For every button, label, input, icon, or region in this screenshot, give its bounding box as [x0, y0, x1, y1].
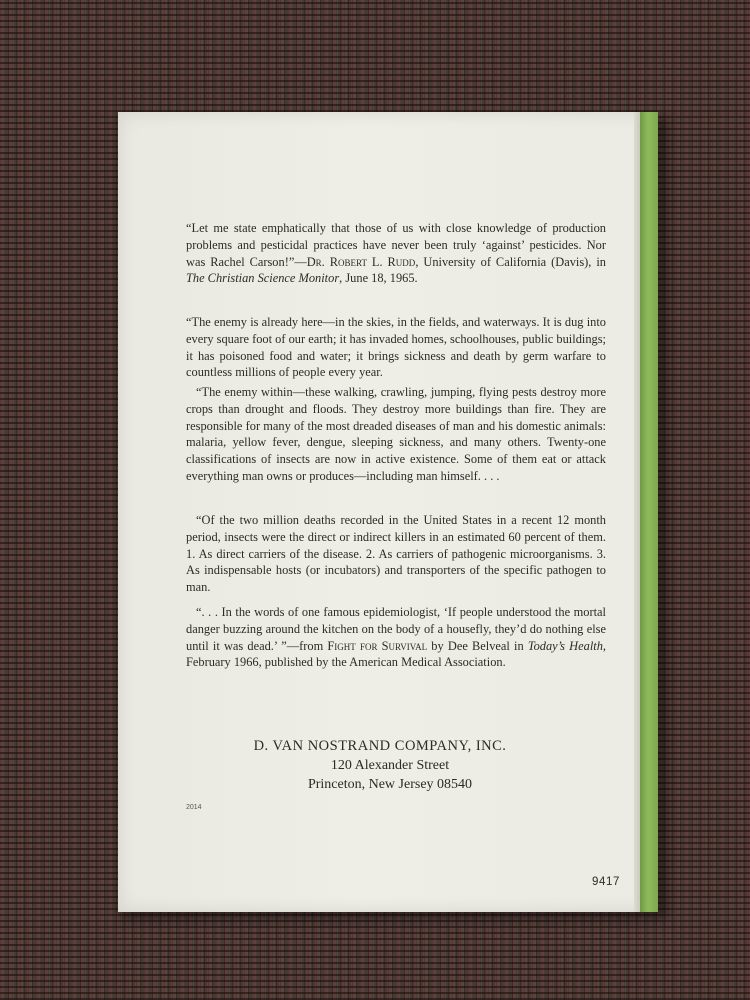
publisher-city: Princeton, New Jersey 08540: [307, 777, 473, 792]
quote-epidemiologist-text: “. . . In the words of one famous epidemiologist, ‘If people understood the mortal danger buzzing around the kitchen on the body of a housefly, they’d do nothing else until it was dead.’ ”—from: [186, 605, 606, 653]
publisher-street: 120 Alexander Street: [330, 758, 450, 773]
quote-tail: , February 1966, published by the American Medical Association.: [186, 638, 607, 670]
quote-rudd-affiliation: , University of California (Davis), in: [415, 254, 606, 269]
quote-rudd-publication: The Christian Science Monitor: [186, 271, 340, 286]
quote-epidemiologist: [186, 604, 606, 671]
quote-enemy-here: “The enemy is already here—in the skies, in the fields, and waterways. It is dug into every square foot of our earth; it has invaded homes, schoolhouses, public buildings; it has poisoned food and water; it brings sickness and death by germ warfare to countless millions of people every year.: [186, 315, 606, 380]
quote-rudd-date: , June 18, 1965.: [339, 271, 418, 286]
quote-publication: Today’s Health: [527, 638, 603, 653]
quote-deaths: “Of the two million deaths recorded in the United States in a recent 12 month period, insects were the direct or indirect killers in an estimated 60 percent of them. 1. As direct carriers of the disease. 2. As carriers of pathogenic microorganisms. 3. As indispensable hosts (or incubators) and transporters of the specific pathogen to man.: [186, 513, 606, 595]
quote-rudd: [186, 220, 606, 287]
quote-source-title: Fight for Survival: [327, 638, 428, 653]
small-code: 2014: [186, 804, 202, 811]
catalog-number: 9417: [592, 876, 620, 888]
quote-rudd-author: Dr. Robert L. Rudd: [306, 254, 416, 269]
quote-enemy-within: “The enemy within—these walking, crawling, jumping, flying pests destroy more crops than drought and floods. They destroy more buildings than fire. They are responsible for many of the most dreaded diseases of man and his domestic animals: malaria, yellow fever, dengue, sleeping sickness, and many others. Twenty-one classifications of insects are now in active existence. Some of them eat or attack everything man owns or produces—including man himself. . . .: [186, 385, 606, 483]
quote-byline: by Dee Belveal in: [427, 638, 528, 653]
quote-rudd-text: “Let me state emphatically that those of us with close knowledge of production problems and pesticidal practices have never been truly ‘against’ pesticides. Nor was Rachel Carson!”—: [186, 221, 606, 269]
publisher-name: D. VAN NOSTRAND COMPANY, INC.: [253, 738, 507, 754]
